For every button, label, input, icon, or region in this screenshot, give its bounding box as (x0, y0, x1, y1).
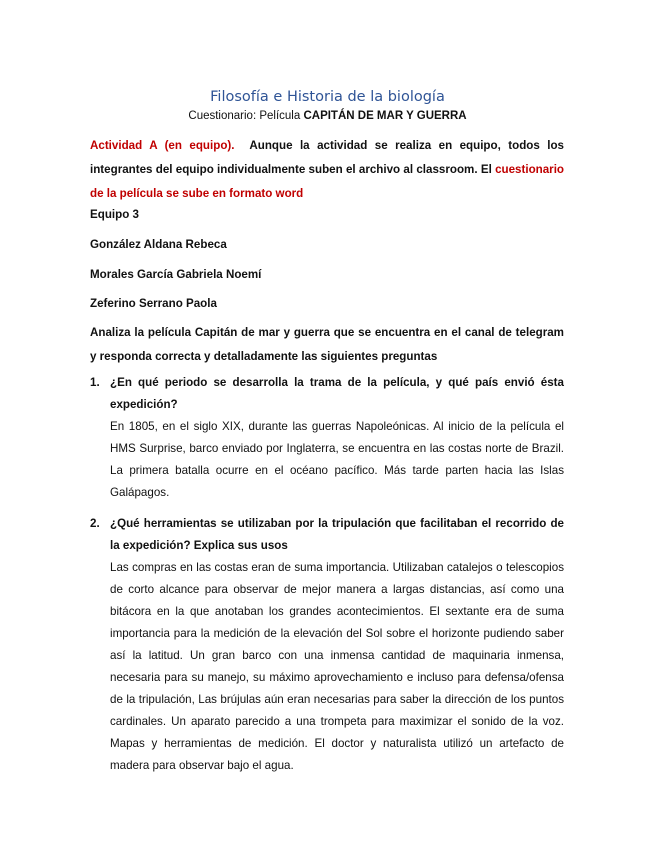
question-item (90, 513, 564, 777)
instructions: Analiza la película Capitán de mar y guerra que se encuentra en el canal de telegram y responda correcta y detalladamente las siguientes preguntas (90, 326, 564, 363)
question-item (90, 372, 564, 504)
question-number: 2. (90, 517, 100, 530)
activity-label: Actividad A (en equipo). (90, 139, 235, 152)
activity-text: Aunque la actividad se realiza en equipo, todos los integrantes del equipo individualmente suben el archivo al classroom. El (90, 139, 565, 176)
question-text: ¿En qué periodo se desarrolla la trama de la película, y qué país envió ésta expedición? (110, 376, 564, 411)
team-name: Equipo 3 (90, 208, 139, 221)
activity-text-highlight: cuestionario de la película se sube en formato word (90, 163, 564, 200)
team-member: Morales García Gabriela Noemí (90, 268, 262, 281)
question-number: 1. (90, 376, 100, 389)
answer-text: Las compras en las costas eran de suma importancia. Utilizaban catalejos o telescopios de corto alcance para observar de mejor manera a largas distancias, así como una bitácora en la que anotaban los grandes acontecimientos. El sextante era de suma importancia para la medición de la elevación del Sol sobre el horizonte pudiendo saber así la latitud. Un gran barco con una inmensa cantidad de maquinaria inmensa, necesaria para su manejo, su máximo aprovechamiento e incluso para defensa/ofensa de la tripulación, Las brújulas aún eran necesarias para saber la dirección de los puntos cardinales. Un aparato parecido a una trompeta para maximizar el sonido de la voz. Mapas y herramientas de medición. El doctor y naturalista utilizó un artefacto de madera para observar bajo el agua. (110, 561, 564, 772)
movie-title: CAPITÁN DE MAR Y GUERRA (303, 110, 467, 122)
question-text: ¿Qué herramientas se utilizaban por la tripulación que facilitaban el recorrido de la expedición? Explica sus usos (110, 517, 564, 552)
team-member: Zeferino Serrano Paola (90, 297, 217, 310)
answer-text: En 1805, en el siglo XIX, durante las guerras Napoleónicas. Al inicio de la película el HMS Surprise, barco enviado por Inglaterra, se encuentra en las costas norte de Brazil. La primera batalla ocurre en el océano pacífico. Más tarde parten hacia las Islas Galápagos. (110, 420, 564, 499)
document-subtitle (0, 110, 655, 122)
subtitle-prefix: Cuestionario: Película (188, 110, 304, 122)
team-member: González Aldana Rebeca (90, 238, 227, 251)
document-title: Filosofía e Historia de la biología (210, 89, 445, 105)
activity-paragraph (90, 134, 564, 206)
